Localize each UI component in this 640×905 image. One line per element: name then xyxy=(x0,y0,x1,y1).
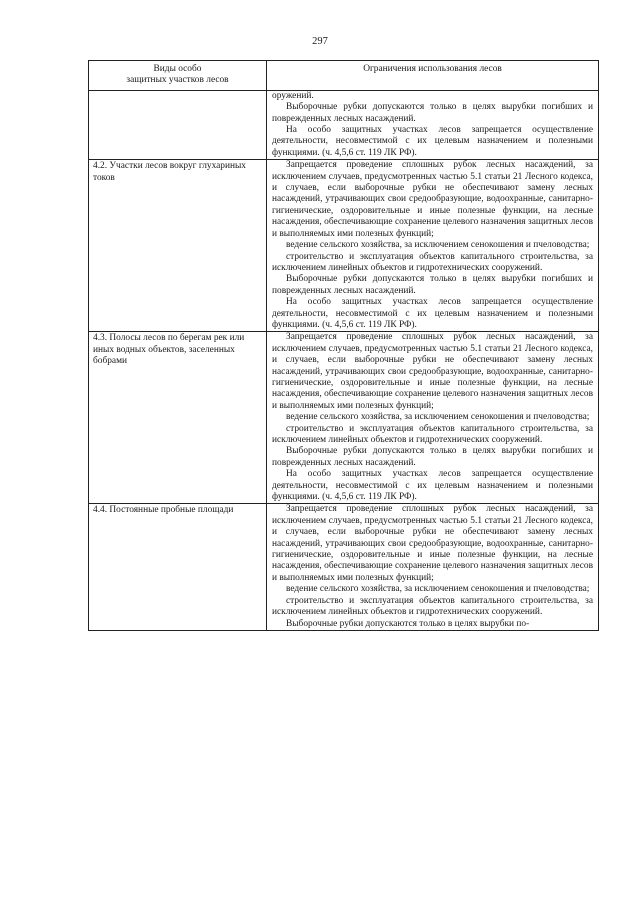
restrictions-cell xyxy=(267,90,599,159)
forest-kind-cell xyxy=(89,90,267,159)
restriction-paragraph: Выборочные рубки допускаются только в целях вырубки по- xyxy=(286,618,530,629)
restriction-paragraph: Выборочные рубки допускаются только в целях вырубки погибших и поврежденных лесных насаждений. xyxy=(272,102,593,124)
restriction-paragraph: ведение сельского хозяйства, за исключением сенокошения и пчеловодства; xyxy=(286,412,590,423)
header-forest-kinds xyxy=(89,61,267,91)
restriction-paragraph: На особо защитных участках лесов запрещается осуществление деятельности, несовместимой с их целевым назначением и полезными функциями. (ч. 4,5,6 ст. 119 ЛК РФ). xyxy=(272,297,593,330)
restriction-paragraph: Запрещается проведение сплошных рубок лесных насаждений, за исключением случаев, предусмотренных частью 5.1 статьи 21 Лесного кодекса, и случаев, если выборочные рубки не обеспечивают замену лесных насаждений, утрачивающих свои средообразующие, водоохранные, санитарно-гигиенические, оздоровительные и иные полезные функции, на лесные насаждения, обеспечивающие сохранение целевого назначения защитных лесов и выполняемых ими полезных функций; xyxy=(272,504,593,583)
restriction-paragraph: На особо защитных участках лесов запрещается осуществление деятельности, несовместимой с их целевым назначением и полезными функциями. (ч. 4,5,6 ст. 119 ЛК РФ). xyxy=(272,469,593,503)
table-row xyxy=(89,90,599,159)
restriction-paragraph: строительство и эксплуатация объектов капитального строительства, за исключением линейных объектов и гидротехнических сооружений. xyxy=(272,251,593,273)
table-header-row xyxy=(89,61,599,91)
restriction-paragraph: ведение сельского хозяйства, за исключением сенокошения и пчеловодства; xyxy=(286,584,590,595)
table-row xyxy=(89,332,599,504)
table-row xyxy=(89,160,599,332)
restriction-paragraph: ведение сельского хозяйства, за исключением сенокошения и пчеловодства; xyxy=(286,240,590,251)
header-forest-kinds-line1: Виды особо xyxy=(153,64,202,74)
restriction-paragraph: Запрещается проведение сплошных рубок лесных насаждений, за исключением случаев, предусмотренных частью 5.1 статьи 21 Лесного кодекса, и случаев, если выборочные рубки не обеспечивают замену лесных насаждений, утрачивающих свои средообразующие, водоохранные, санитарно-гигиенические, оздоровительные и иные полезные функции, на лесные насаждения, обеспечивающие сохранение целевого назначения защитных лесов и выполняемых ими полезных функций; xyxy=(272,332,593,411)
restriction-paragraph: Запрещается проведение сплошных рубок лесных насаждений, за исключением случаев, предусмотренных частью 5.1 статьи 21 Лесного кодекса, и случаев, если выборочные рубки не обеспечивают замену лесных насаждений, утрачивающих свои средообразующие, водоохранные, санитарно-гигиенические, оздоровительные и иные полезные функции, на лесные насаждения, обеспечивающие сохранение целевого назначения защитных лесов и выполняемых ими полезных функций; xyxy=(272,160,593,239)
forest-kind-cell: 4.4. Постоянные пробные площади xyxy=(89,504,267,630)
forest-kind-cell: 4.2. Участки лесов вокруг глухариных токов xyxy=(89,160,267,332)
header-restrictions: Ограничения использования лесов xyxy=(267,61,599,91)
restrictions-cell xyxy=(267,504,599,630)
restrictions-cell xyxy=(267,160,599,332)
restriction-paragraph: Выборочные рубки допускаются только в целях вырубки погибших и поврежденных лесных насаждений. xyxy=(272,274,593,296)
page-number: 297 xyxy=(312,36,328,47)
restriction-paragraph: строительство и эксплуатация объектов капитального строительства, за исключением линейных объектов и гидротехнических сооружений. xyxy=(272,595,593,618)
table-row xyxy=(89,504,599,630)
restriction-paragraph: строительство и эксплуатация объектов капитального строительства, за исключением линейных объектов и гидротехнических сооружений. xyxy=(272,423,593,445)
restriction-paragraph: На особо защитных участках лесов запрещается осуществление деятельности, несовместимой с их целевым назначением и полезными функциями. (ч. 4,5,6 ст. 119 ЛК РФ). xyxy=(272,125,593,158)
restrictions-cell xyxy=(267,332,599,504)
header-forest-kinds-line2: защитных участков лесов xyxy=(126,75,229,86)
restriction-paragraph: оружений. xyxy=(272,90,314,101)
table-body xyxy=(89,90,599,630)
forest-restrictions-table xyxy=(88,60,599,631)
restriction-paragraph: Выборочные рубки допускаются только в целях вырубки погибших и поврежденных лесных насаждений. xyxy=(272,446,593,468)
forest-kind-cell: 4.3. Полосы лесов по берегам рек или иных водных объектов, заселенных бобрами xyxy=(89,332,267,504)
